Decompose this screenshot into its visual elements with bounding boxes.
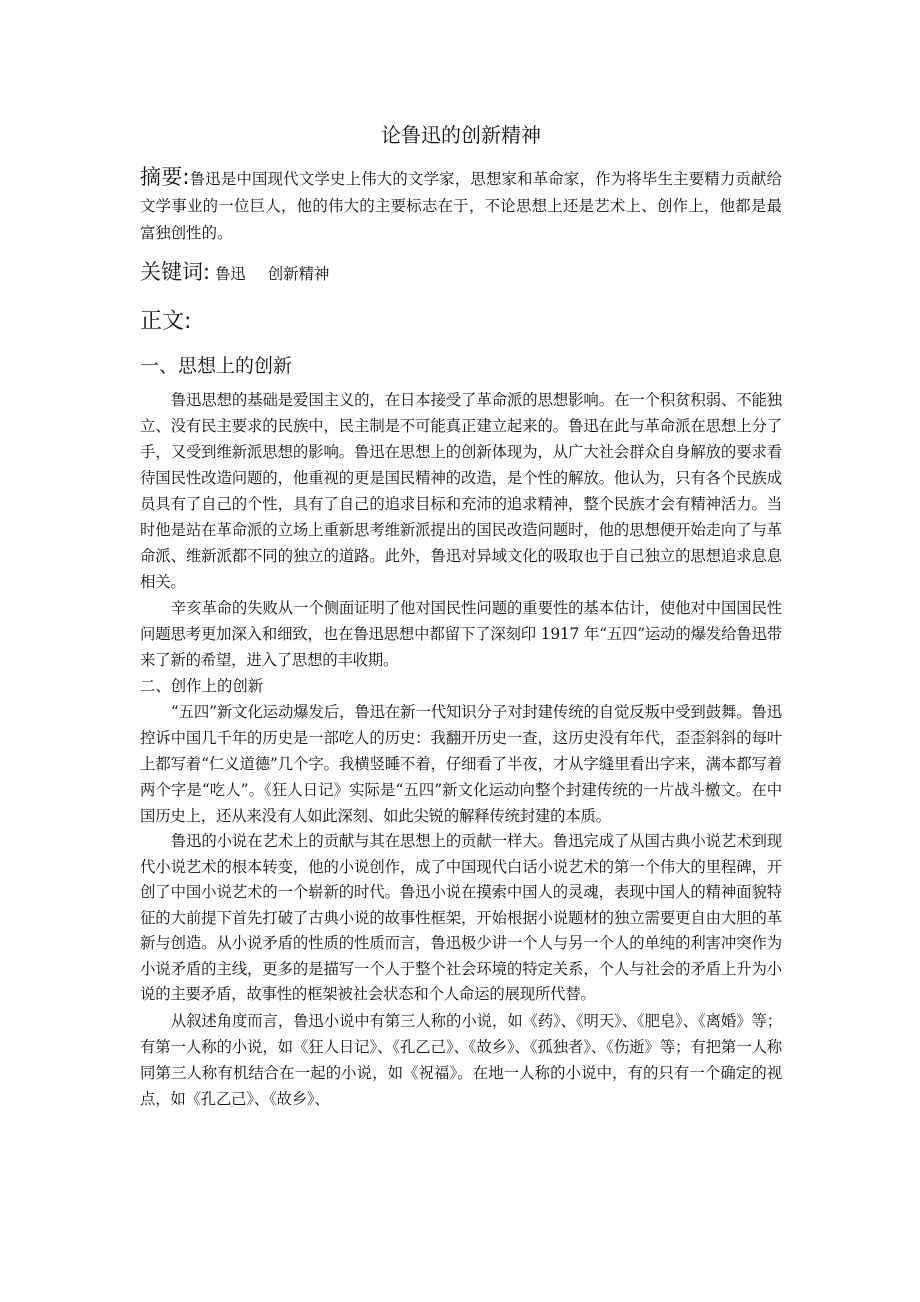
abstract-block (140, 164, 782, 247)
paragraph: 鲁迅的小说在艺术上的贡献与其在思想上的贡献一样大。鲁迅完成了从国古典小说艺术到现代小说艺术的根本转变，他的小说创作，成了中国现代白话小说艺术的第一个伟大的里程碑，开创了中国小说艺术的一个崭新的时代。鲁迅小说在摸索中国人的灵魂，表现中国人的精神面貌特征的大前提下首先打破了古典小说的故事性框架，开始根据小说题材的独立需要更自由大胆的革新与创造。从小说矛盾的性质的性质而言，鲁迅极少讲一个人与另一个人的单纯的利害冲突作为小说矛盾的主线，更多的是描写一个人于整个社会环境的特定关系，个人与社会的矛盾上升为小说的主要矛盾，故事性的框架被社会状态和个人命运的展现所代替。 (140, 832, 782, 1003)
keywords-label: 关键词: (140, 260, 211, 284)
abstract-label: 摘要: (140, 165, 190, 189)
paragraph: “五四”新文化运动爆发后，鲁迅在新一代知识分子对封建传统的自觉反叛中受到鼓舞。鲁迅控诉中国几千年的历史是一部吃人的历史：我翻开历史一查，这历史没有年代，歪歪斜斜的每叶上都写着“仁义道德”几个字。我横竖睡不着，仔细看了半夜，才从字缝里看出字来，满本都写着两个字是“吃人”。《狂人日记》实际是“五四”新文化运动向整个封建传统的一片战斗檄文。在中国历史上，还从来没有人如此深刻、如此尖锐的解释传统封建的本质。 (140, 703, 782, 825)
keywords-line (140, 255, 782, 291)
paragraph: 鲁迅思想的基础是爱国主义的，在日本接受了革命派的思想影响。在一个积贫积弱、不能独立、没有民主要求的民族中，民主制是不可能真正建立起来的。鲁迅在此与革命派在思想上分了手，又受到维新派思想的影响。鲁迅在思想上的创新体现为，从广大社会群众自身解放的要求看待国民性改造问题的，他重视的更是国民精神的改造，是个性的解放。他认为，只有各个民族成员具有了自己的个性，具有了自己的追求目标和充沛的追求精神，整个民族才会有精神活力。当时他是站在革命派的立场上重新思考维新派提出的国民改造问题时，他的思想便开始走向了与革命派、维新派都不同的独立的道路。此外，鲁迅对异域文化的吸取也于自己独立的思想追求息息相关。 (140, 391, 782, 591)
keyword-item: 创新精神 (267, 265, 330, 283)
abstract-text: 鲁迅是中国现代文学史上伟大的文学家，思想家和革命家，作为将毕生主要精力贡献给文学事业的一位巨人，他的伟大的主要标志在于，不论思想上还是艺术上、创作上，他都是最富独创性的。 (140, 170, 782, 242)
body-heading: 正文: (140, 309, 192, 334)
document-page (140, 112, 782, 1112)
document-title: 论鲁迅的创新精神 (381, 123, 541, 147)
keyword-item: 鲁迅 (214, 265, 246, 283)
section-heading: 一、思想上的创新 (140, 355, 293, 377)
section-heading: 二、创作上的创新 (140, 677, 264, 695)
paragraph: 辛亥革命的失败从一个侧面证明了他对国民性问题的重要性的基本估计，使他对中国国民性问题思考更加深入和细致，也在鲁迅思想中都留下了深刻印 1917 年“五四”运动的爆发给鲁迅带来了新的希望，进入了思想的丰收期。 (140, 599, 782, 669)
paragraph: 从叙述角度而言，鲁迅小说中有第三人称的小说，如《药》、《明天》、《肥皂》、《离婚》等；有第一人称的小说，如《狂人日记》、《孔乙己》、《故乡》、《孤独者》、《伤逝》等；有把第一人称同第三人称有机结合在一起的小说，如《祝福》。在地一人称的小说中，有的只有一个确定的视点，如《孔乙己》、《故乡》、 (140, 1011, 782, 1108)
